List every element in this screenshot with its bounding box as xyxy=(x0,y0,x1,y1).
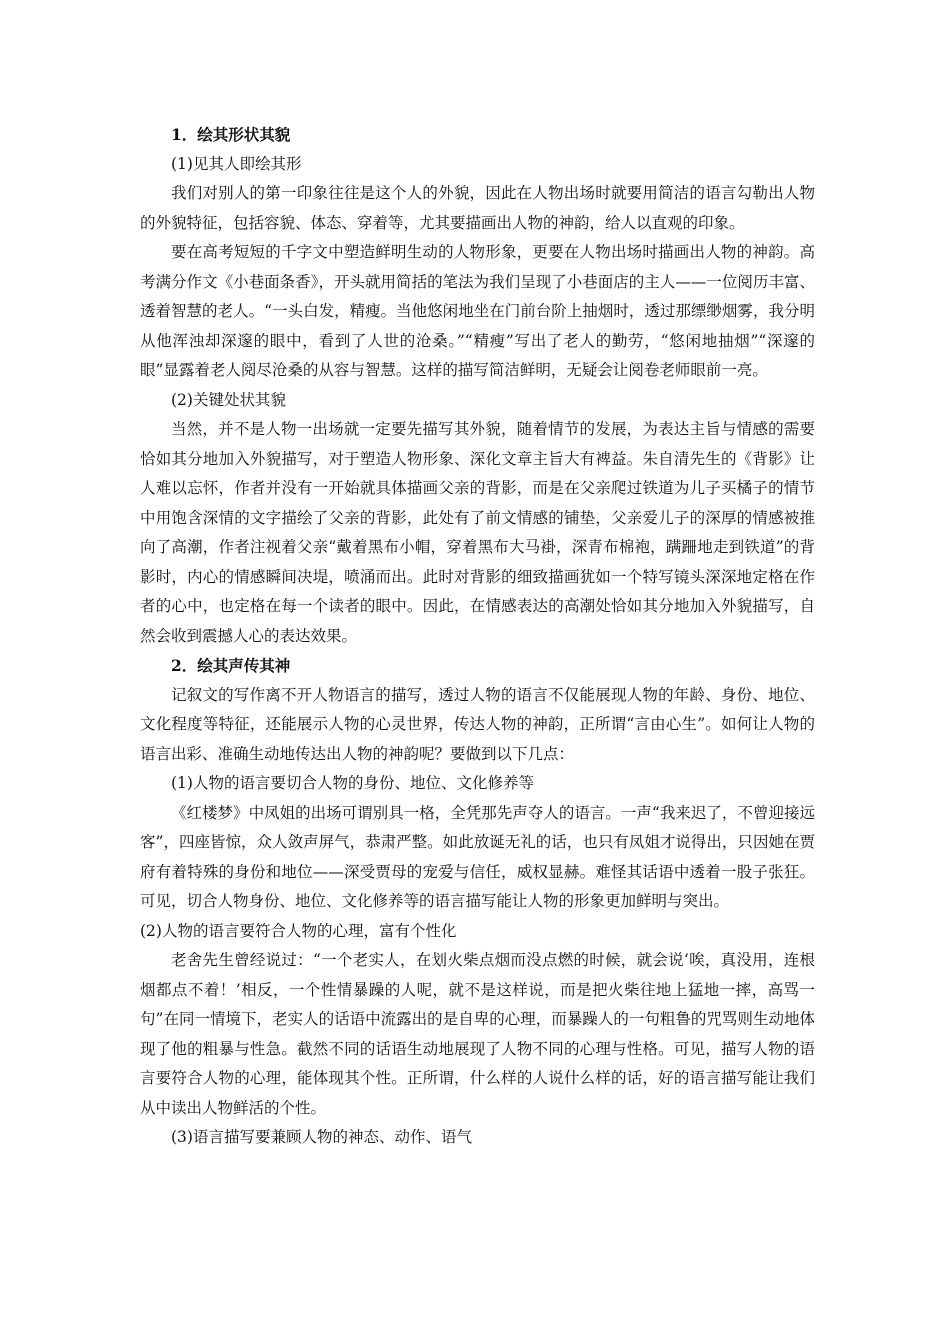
subheading-1-1: (1)见其人即绘其形 xyxy=(171,154,302,173)
section-heading-2: 2．绘其声传其神 xyxy=(171,656,291,675)
paragraph: 当然，并不是人物一出场就一定要先描写其外貌，随着情节的发展，为表达主旨与情感的需要恰如其分地加入外貌描写，对于塑造人物形象、深化文章主旨大有裨益。朱自清先生的《背影》让人难以忘怀，作者并没有一开始就具体描画父亲的背影，而是在父亲爬过铁道为儿子买橘子的情节中用饱含深情的文字描绘了父亲的背影，此处有了前文情感的铺垫，父亲爱儿子的深厚的情感被推向了高潮，作者注视着父亲“戴着黑布小帽，穿着黑布大马褂，深青布棉袍，蹒跚地走到铁道”的背影时，内心的情感瞬间决堤，喷涌而出。此时对背影的细致描画犹如一个特写镜头深深地定格在作者的心中，也定格在每一个读者的眼中。因此，在情感表达的高潮处恰如其分地加入外貌描写，自然会收到震撼人心的表达效果。 xyxy=(140,420,815,645)
subheading-2-2: (2)人物的语言要符合人物的心理，富有个性化 xyxy=(140,921,457,940)
subheading-2-1: (1)人物的语言要切合人物的身份、地位、文化修养等 xyxy=(171,774,534,792)
document-page xyxy=(140,120,815,1153)
paragraph: 老舍先生曾经说过：“一个老实人，在划火柴点烟而没点燃的时候，就会说‘唉，真没用，连根烟都点不着！’相反，一个性情暴躁的人呢，就不是这样说，而是把火柴往地上猛地一摔，高骂一句”在同一情境下，老实人的话语中流露出的是自卑的心理，而暴躁人的一句粗鲁的咒骂则生动地体现了他的粗暴与性急。截然不同的话语生动地展现了人物不同的心理与性格。可见，描写人物的语言要符合人物的心理，能体现其个性。正所谓，什么样的人说什么样的话，好的语言描写能让我们从中读出人物鲜活的个性。 xyxy=(140,951,815,1117)
subheading-2-3: (3)语言描写要兼顾人物的神态、动作、语气 xyxy=(171,1128,472,1146)
paragraph: 记叙文的写作离不开人物语言的描写，透过人物的语言不仅能展现人物的年龄、身份、地位、文化程度等特征，还能展示人物的心灵世界，传达人物的神韵，正所谓“言由心生”。如何让人物的语言出彩、准确生动地传达出人物的神韵呢？要做到以下几点： xyxy=(140,685,815,763)
subheading-1-2: (2)关键处状其貌 xyxy=(171,390,286,409)
paragraph: 要在高考短短的千字文中塑造鲜明生动的人物形象，更要在人物出场时描画出人物的神韵。高考满分作文《小巷面条香》，开头就用简括的笔法为我们呈现了小巷面店的主人——一位阅历丰富、透着智慧的老人。“一头白发，精瘦。当他悠闲地坐在门前台阶上抽烟时，透过那缥缈烟雾，我分明从他浑浊却深邃的眼中，看到了人世的沧桑。”“精瘦”写出了老人的勤劳，“悠闲地抽烟”“深邃的眼”显露着老人阅尽沧桑的从容与智慧。这样的描写简洁鲜明，无疑会让阅卷老师眼前一亮。 xyxy=(140,243,815,379)
paragraph: 我们对别人的第一印象往往是这个人的外貌，因此在人物出场时就要用简洁的语言勾勒出人物的外貌特征，包括容貌、体态、穿着等，尤其要描画出人物的神韵，给人以直观的印象。 xyxy=(140,184,815,232)
section-heading-1: 1．绘其形状其貌 xyxy=(171,125,291,144)
paragraph: 《红楼梦》中凤姐的出场可谓别具一格，全凭那先声夺人的语言。一声“我来迟了，不曾迎接远客”，四座皆惊，众人敛声屏气，恭肃严整。如此放诞无礼的话，也只有凤姐才说得出，只因她在贾府有着特殊的身份和地位——深受贾母的宠爱与信任，威权显赫。难怪其话语中透着一股子张狂。可见，切合人物身份、地位、文化修养等的语言描写能让人物的形象更加鲜明与突出。 xyxy=(140,803,815,910)
